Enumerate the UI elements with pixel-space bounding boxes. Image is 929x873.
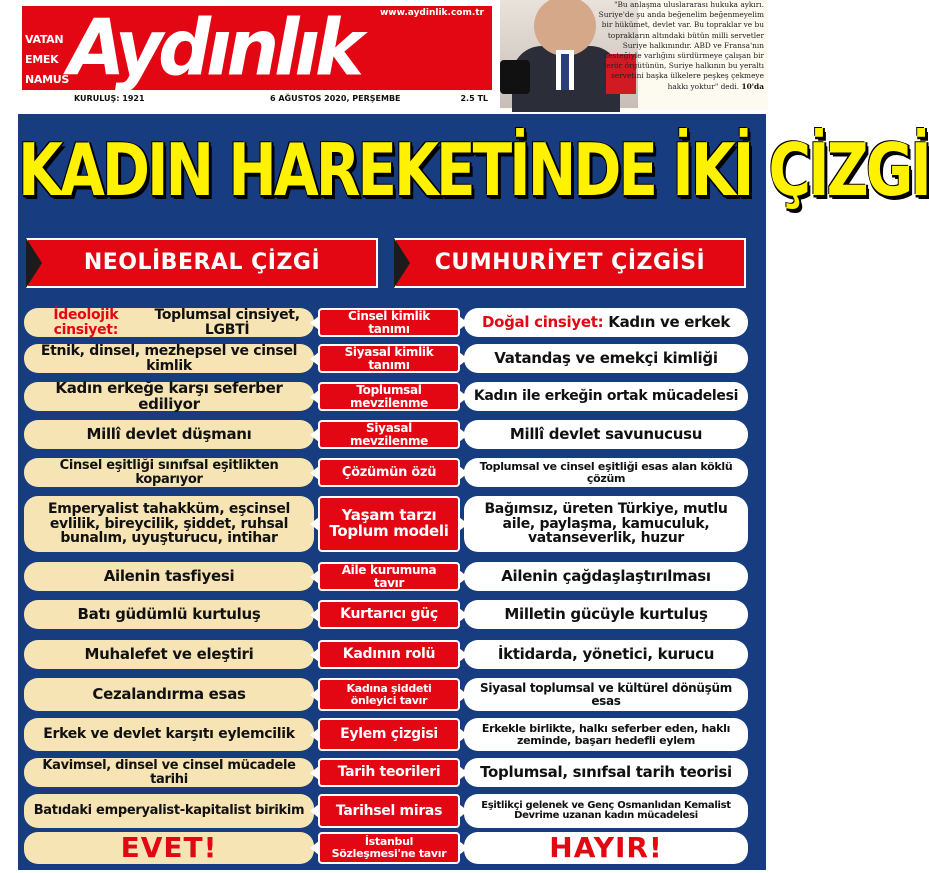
cumhuriyet-cell-text: Vatandaş ve emekçi kimliği — [494, 348, 718, 367]
topic-cell-text: Kurtarıcı güç — [340, 606, 438, 623]
cumhuriyet-cell — [464, 678, 748, 711]
cumhuriyet-cell-text: Kadın ile erkeğin ortak mücadelesi — [473, 388, 739, 405]
comparison-row — [18, 378, 766, 413]
topic-cell-text: Aile kurumuna tavır — [341, 562, 437, 590]
cumhuriyet-cell — [464, 758, 748, 787]
topic-cell — [318, 758, 460, 787]
neoliberal-cell-text: Erkek ve devlet karşıtı eylemcilik — [43, 726, 295, 743]
side-story-body: "Bu anlaşma uluslararası hukuka aykırı. Suriye'de şu anda beğenelim beğenmeyelim bir hükümet, devlet var. Bu topraklar ve bu toprakların altındaki bütün milli servetler Suriye halkınındır. ABD ve Fransa'nın desteğiyle varlığını sürdürmeye çalışan bir terör örgütünün, Suriye halkının bu yeraltı servetini başka ülkelere peşkeş çekmeye hakkı yoktur" dedi. — [598, 0, 764, 91]
column-header-cumhuriyet: CUMHURİYET ÇİZGİSİ — [394, 238, 746, 288]
microphone-icon — [500, 60, 530, 94]
newspaper-logo: Aydınlık — [68, 2, 360, 94]
neoliberal-cell — [24, 458, 314, 487]
topic-cell — [318, 600, 460, 629]
neoliberal-cell-text: Millî devlet düşmanı — [86, 424, 252, 443]
neoliberal-cell — [24, 758, 314, 787]
comparison-row — [18, 678, 766, 711]
motto-namus: NAMUS — [25, 73, 70, 86]
comparison-row — [18, 640, 766, 669]
neoliberal-cell-text: Batıdaki emperyalist-kapitalist birikim — [33, 803, 305, 819]
cumhuriyet-cell — [464, 308, 748, 337]
neoliberal-cell-text: Batı güdümlü kurtuluş — [77, 604, 261, 623]
neoliberal-cell — [24, 794, 314, 828]
topic-cell — [318, 678, 460, 711]
topic-cell-text: Tarih teorileri — [337, 764, 441, 781]
cumhuriyet-cell-label: Doğal cinsiyet: — [481, 312, 604, 331]
neoliberal-cell — [24, 718, 314, 751]
cumhuriyet-cell-text: Erkekle birlikte, halkı seferber eden, haklı zeminde, başarı hedefli eylem — [481, 721, 731, 747]
neoliberal-cell-text: Muhalefet ve eleştiri — [84, 644, 254, 663]
side-story[interactable] — [500, 0, 768, 110]
neoliberal-cell-label: İdeolojik cinsiyet: — [53, 306, 119, 338]
comparison-row — [18, 344, 766, 373]
comparison-row — [18, 458, 766, 487]
side-story-text — [592, 0, 764, 92]
neoliberal-cell-text: Etnik, dinsel, mezhepsel ve cinsel kimlik — [40, 342, 298, 374]
neoliberal-cell-text: Toplumsal cinsiyet, LGBTİ — [154, 306, 300, 338]
topic-cell — [318, 562, 460, 591]
cumhuriyet-cell-text: Toplumsal ve cinsel eşitliği esas alan köklü çözüm — [479, 459, 733, 485]
neoliberal-cell — [24, 496, 314, 552]
topic-cell — [318, 458, 460, 487]
cumhuriyet-cell-text: Bağımsız, üreten Türkiye, mutlu aile, paylaşma, kamuculuk, vatanseverlik, huzur — [484, 500, 728, 547]
neoliberal-cell-text: EVET! — [120, 831, 218, 865]
neoliberal-cell-text: Emperyalist tahakküm, eşcinsel evlilik, bireycilik, şiddet, ruhsal bunalım, uyuşturucu, intihar — [47, 500, 291, 547]
cumhuriyet-cell — [464, 382, 748, 411]
masthead-mottos — [25, 30, 69, 90]
neoliberal-cell — [24, 640, 314, 669]
comparison-row — [18, 718, 766, 751]
topic-cell — [318, 344, 460, 373]
issue-date: 6 AĞUSTOS 2020, PERŞEMBE — [270, 94, 401, 103]
neoliberal-cell — [24, 600, 314, 629]
comparison-row — [18, 794, 766, 828]
topic-cell-text: Tarihsel miras — [335, 802, 443, 819]
cumhuriyet-cell-text: Kadın ve erkek — [608, 312, 731, 331]
masthead — [0, 0, 768, 112]
neoliberal-cell — [24, 308, 314, 337]
site-url[interactable]: www.aydinlik.com.tr — [379, 8, 484, 18]
cumhuriyet-cell — [464, 496, 748, 552]
logo-box[interactable] — [22, 2, 492, 94]
cumhuriyet-cell — [464, 344, 748, 373]
topic-cell-text: İstanbul Sözleşmesi'ne tavır — [331, 835, 447, 860]
cumhuriyet-cell — [464, 794, 748, 828]
cumhuriyet-cell — [464, 640, 748, 669]
cumhuriyet-cell-text: Milletin gücüyle kurtuluş — [504, 604, 708, 623]
cumhuriyet-cell-text: Ailenin çağdaşlaştırılması — [501, 566, 711, 585]
cumhuriyet-cell — [464, 718, 748, 751]
comparison-row — [18, 832, 766, 864]
topic-cell — [318, 308, 460, 337]
comparison-row — [18, 758, 766, 787]
cumhuriyet-cell-text: HAYIR! — [549, 831, 663, 865]
topic-cell-text: Eylem çizgisi — [340, 726, 438, 743]
neoliberal-cell — [24, 832, 314, 864]
topic-cell-text: Siyasal kimlik tanımı — [344, 344, 434, 372]
comparison-row — [18, 308, 766, 337]
cumhuriyet-cell-text: Toplumsal, sınıfsal tarih teorisi — [480, 762, 732, 781]
neoliberal-cell — [24, 420, 314, 449]
neoliberal-cell-text: Kadın erkeğe karşı seferber ediliyor — [55, 378, 283, 413]
neoliberal-cell — [24, 344, 314, 373]
topic-cell-text: Kadının rolü — [342, 646, 436, 663]
photo-tie — [561, 54, 569, 90]
motto-vatan: VATAN — [25, 33, 64, 46]
topic-cell — [318, 382, 460, 411]
topic-cell — [318, 718, 460, 751]
cumhuriyet-cell-text: Siyasal toplumsal ve kültürel dönüşüm esas — [480, 680, 732, 708]
cumhuriyet-cell-text: İktidarda, yönetici, kurucu — [497, 644, 715, 663]
neoliberal-cell — [24, 678, 314, 711]
cumhuriyet-cell — [464, 832, 748, 864]
issue-price: 2.5 TL — [460, 94, 488, 103]
cumhuriyet-cell-text: Millî devlet savunucusu — [509, 424, 703, 443]
neoliberal-cell-text: Cinsel eşitliği sınıfsal eşitlikten koparıyor — [59, 457, 279, 487]
comparison-row — [18, 600, 766, 629]
cumhuriyet-cell — [464, 600, 748, 629]
topic-cell-text: Kadına şiddeti önleyici tavır — [346, 681, 432, 707]
topic-cell — [318, 794, 460, 828]
topic-cell — [318, 640, 460, 669]
comparison-row — [18, 496, 766, 552]
main-headline: KADIN HAREKETİNDE İKİ ÇİZGİ — [18, 127, 929, 213]
neoliberal-cell-text: Kavimsel, dinsel ve cinsel mücadele tarihi — [42, 757, 296, 787]
founded-label: KURULUŞ: 1921 — [74, 94, 145, 103]
topic-cell — [318, 832, 460, 864]
comparison-row — [18, 420, 766, 449]
cumhuriyet-cell — [464, 420, 748, 449]
topic-cell-text: Cinsel kimlik tanımı — [348, 308, 430, 336]
column-header-neoliberal: NEOLİBERAL ÇİZGİ — [26, 238, 378, 288]
topic-cell-text: Siyasal mevzilenme — [349, 420, 428, 448]
topic-cell-text: Toplumsal mevzilenme — [349, 382, 428, 410]
topic-cell — [318, 496, 460, 552]
neoliberal-cell-text: Cezalandırma esas — [92, 684, 246, 703]
neoliberal-cell — [24, 378, 314, 413]
headline-band — [18, 114, 929, 226]
side-story-page-ref[interactable]: 10'da — [741, 81, 764, 91]
neoliberal-cell — [24, 562, 314, 591]
topic-cell — [318, 420, 460, 449]
topic-cell-text: Çözümün özü — [341, 464, 437, 480]
cumhuriyet-cell — [464, 458, 748, 487]
comparison-poster — [18, 114, 929, 870]
neoliberal-cell-text: Ailenin tasfiyesi — [103, 566, 235, 585]
cumhuriyet-cell-text: Eşitlikçi gelenek ve Genç Osmanlıdan Kemalist Devrime uzanan kadın mücadelesi — [481, 799, 731, 821]
comparison-row — [18, 562, 766, 591]
motto-emek: EMEK — [25, 53, 59, 66]
cumhuriyet-cell — [464, 562, 748, 591]
topic-cell-text: Yaşam tarzı Toplum modeli — [329, 506, 449, 540]
